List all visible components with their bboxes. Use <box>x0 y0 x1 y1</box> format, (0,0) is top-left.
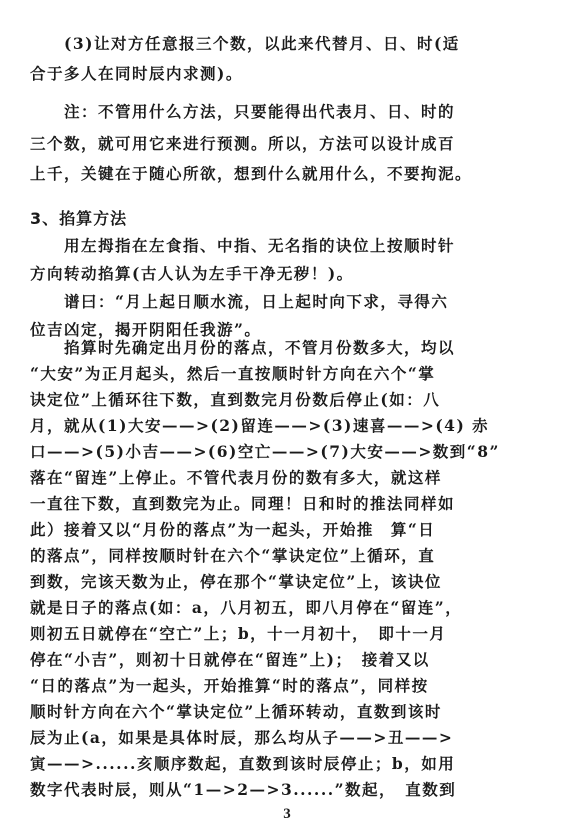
paragraph-3-line: “大安”为正月起头，然后一直按顺时针方向在六个“掌 <box>30 364 436 383</box>
paragraph-3-line: “日的落点”为一起头，开始推算“时的落点”，同样按 <box>30 676 429 695</box>
note-line: 三个数，就可用它来进行预测。所以，方法可以设计成百 <box>30 134 456 153</box>
saying-line: 谱曰：“月上起日顺水流，日上起时向下求，寻得六 <box>30 292 449 311</box>
paragraph-3-line: 数字代表时辰，则从“1—>2—>3......”数起， 直数到 <box>30 780 457 799</box>
paragraph-3-line: 顺时针方向在六个“掌诀定位”上循环转动，直数到该时 <box>30 702 442 721</box>
paragraph-3-line: 落在“留连”上停止。不管代表月份的数有多大，就这样 <box>30 468 442 487</box>
paragraph-3-line: 的落点”，同样按顺时针在六个“掌诀定位”上循环，直 <box>30 546 436 565</box>
paragraph-1-line: (3)让对方任意报三个数，以此来代替月、日、时(适 <box>30 34 460 53</box>
paragraph-3-line: 诀定位”上循环往下数，直到数完月份数后停止(如：八 <box>30 390 441 409</box>
saying-line: 位吉凶定，揭开阴阳任我游”。 <box>30 320 262 339</box>
paragraph-3-line: 月，就从(1)大安——>(2)留连——>(3)速喜——>(4) 赤 <box>30 416 490 435</box>
paragraph-2-line: 方向转动掐算(古人认为左手干净无秽！)。 <box>30 264 354 283</box>
paragraph-2-line: 用左拇指在左食指、中指、无名指的诀位上按顺时针 <box>30 236 456 255</box>
paragraph-3-line: 就是日子的落点(如：a，八月初五，即八月停在“留连”， <box>30 598 463 617</box>
paragraph-3-line: 停在“小吉”，则初十日就停在“留连”上)； 接着又以 <box>30 650 430 669</box>
paragraph-3-line: 辰为止(a，如果是具体时辰，那么均从子——>丑——> <box>30 728 454 747</box>
paragraph-1-line: 合于多人在同时辰内求测)。 <box>30 64 243 83</box>
note-line: 注：不管用什么方法，只要能得出代表月、日、时的 <box>30 102 456 121</box>
paragraph-3-line: 此）接着又以“月份的落点”为一起头，开始推 算“日 <box>30 520 436 539</box>
paragraph-3-line: 到数，完该天数为止，停在那个“掌诀定位”上，该诀位 <box>30 572 442 591</box>
paragraph-3-line: 掐算时先确定出月份的落点，不管月份数多大，均以 <box>30 338 456 357</box>
note-line: 上千，关键在于随心所欲，想到什么就用什么，不要拘泥。 <box>30 164 473 183</box>
paragraph-3-line: 则初五日就停在“空亡”上；b，十一月初十， 即十一月 <box>30 624 447 643</box>
paragraph-3-line: 口——>(5)小吉——>(6)空亡——>(7)大安——>数到“8” <box>30 442 500 461</box>
page-number: 3 <box>283 806 291 822</box>
paragraph-3-line: 寅——>......亥顺序数起，直数到该时辰停止；b，如用 <box>30 754 456 773</box>
section-heading: 3、掐算方法 <box>30 209 128 228</box>
paragraph-3-line: 一直往下数，直到数完为止。同理！日和时的推法同样如 <box>30 494 456 513</box>
